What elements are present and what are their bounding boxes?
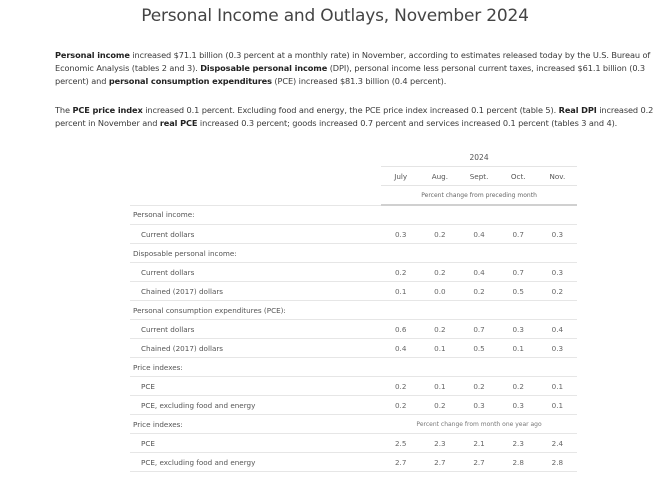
text: increased $71.1 billion (0.3 percent at a monthly rate) in November, according to estimates released today by the U.S. Bureau of Economic Analysis (tables 2 and 3). — [55, 50, 651, 73]
table-body — [130, 205, 577, 472]
bold-term: Disposable personal income — [200, 63, 328, 73]
value-cell: 0.0 — [420, 282, 459, 301]
text: increased 0.2 percent in November and — [55, 105, 654, 128]
section-row — [130, 205, 577, 225]
month-header: July — [381, 167, 420, 186]
value-cell: 0.4 — [459, 225, 498, 244]
bold-term: PCE price index — [72, 105, 143, 115]
row-label: PCE — [130, 434, 381, 453]
value-cell: 0.6 — [381, 320, 420, 339]
bold-term: real PCE — [159, 118, 198, 128]
month-header: Aug. — [420, 167, 459, 186]
row-label: Chained (2017) dollars — [130, 282, 381, 301]
section-row — [130, 244, 577, 263]
value-cell: 0.2 — [459, 377, 498, 396]
empty-header — [130, 148, 381, 167]
row-label: Current dollars — [130, 263, 381, 282]
section-label: Price indexes: — [130, 415, 381, 434]
section-row — [130, 301, 577, 320]
value-cell: 0.3 — [459, 396, 498, 415]
value-cell: 0.7 — [499, 263, 538, 282]
value-cell: 0.2 — [381, 377, 420, 396]
row-label: Current dollars — [130, 320, 381, 339]
summary-paragraph-2 — [55, 104, 655, 130]
section-label: Disposable personal income: — [130, 244, 381, 263]
section-row — [130, 358, 577, 377]
value-cell: 0.1 — [381, 282, 420, 301]
table-row — [130, 377, 577, 396]
value-cell: 0.2 — [420, 396, 459, 415]
section-label: Personal income: — [130, 205, 381, 225]
empty-cell — [381, 358, 577, 377]
value-cell: 0.5 — [459, 339, 498, 358]
value-cell: 0.3 — [538, 339, 577, 358]
value-cell: 0.3 — [381, 225, 420, 244]
table-row — [130, 282, 577, 301]
value-cell: 0.3 — [499, 396, 538, 415]
value-cell: 0.2 — [381, 263, 420, 282]
value-cell: 0.2 — [538, 282, 577, 301]
row-label: PCE — [130, 377, 381, 396]
text: increased 0.1 percent. Excluding food and energy, the PCE price index increased 0.1 percent (table 5). — [142, 105, 559, 115]
page-title: Personal Income and Outlays, November 2024 — [141, 6, 529, 26]
text: (PCE) increased $81.3 billion (0.4 percent). — [271, 76, 447, 86]
row-label: PCE, excluding food and energy — [130, 453, 381, 472]
table-row — [130, 320, 577, 339]
value-cell: 0.4 — [459, 263, 498, 282]
value-cell: 0.1 — [499, 339, 538, 358]
value-cell: 0.1 — [420, 377, 459, 396]
value-cell: 0.1 — [538, 377, 577, 396]
value-cell: 2.8 — [499, 453, 538, 472]
value-cell: 2.4 — [538, 434, 577, 453]
section-row — [130, 415, 577, 434]
section-label: Personal consumption expenditures (PCE): — [130, 301, 381, 320]
bold-term: Real DPI — [558, 105, 597, 115]
value-cell: 0.2 — [420, 263, 459, 282]
text: increased 0.3 percent; goods increased 0.7 percent and services increased 0.1 percent (tables 3 and 4). — [197, 118, 618, 128]
value-cell: 2.7 — [381, 453, 420, 472]
value-cell: 2.8 — [538, 453, 577, 472]
value-cell: 0.1 — [538, 396, 577, 415]
table-row — [130, 434, 577, 453]
row-label: PCE, excluding food and energy — [130, 396, 381, 415]
value-cell: 0.7 — [499, 225, 538, 244]
table-row — [130, 396, 577, 415]
table-row — [130, 339, 577, 358]
value-cell: 0.2 — [459, 282, 498, 301]
bold-term: Personal income — [55, 50, 130, 60]
table-row — [130, 453, 577, 472]
month-header: Oct. — [499, 167, 538, 186]
value-cell: 0.5 — [499, 282, 538, 301]
subheader-yearly: Percent change from month one year ago — [381, 415, 577, 434]
value-cell: 2.1 — [459, 434, 498, 453]
value-cell: 0.7 — [459, 320, 498, 339]
table-row — [130, 263, 577, 282]
row-label: Current dollars — [130, 225, 381, 244]
data-table — [130, 148, 577, 472]
row-label: Chained (2017) dollars — [130, 339, 381, 358]
empty-cell — [381, 205, 577, 225]
value-cell: 0.2 — [420, 320, 459, 339]
value-cell: 0.3 — [538, 225, 577, 244]
value-cell: 0.2 — [381, 396, 420, 415]
text: The — [55, 105, 73, 115]
value-cell: 2.7 — [420, 453, 459, 472]
value-cell: 2.3 — [420, 434, 459, 453]
value-cell: 0.3 — [538, 263, 577, 282]
year-header: 2024 — [381, 148, 577, 167]
value-cell: 0.3 — [499, 320, 538, 339]
value-cell: 0.4 — [538, 320, 577, 339]
table-row — [130, 225, 577, 244]
month-header: Sept. — [459, 167, 498, 186]
value-cell: 2.7 — [459, 453, 498, 472]
bold-term: personal consumption expenditures — [108, 76, 272, 86]
section-label: Price indexes: — [130, 358, 381, 377]
value-cell: 2.3 — [499, 434, 538, 453]
value-cell: 0.2 — [420, 225, 459, 244]
empty-header — [130, 186, 381, 206]
text: (DPI), personal income less personal current taxes, increased $61.1 billion (0.3 percent) and — [55, 63, 646, 86]
month-header: Nov. — [538, 167, 577, 186]
value-cell: 0.4 — [381, 339, 420, 358]
empty-cell — [381, 301, 577, 320]
value-cell: 0.1 — [420, 339, 459, 358]
summary-paragraph-1 — [55, 49, 655, 88]
value-cell: 0.2 — [499, 377, 538, 396]
value-cell: 2.5 — [381, 434, 420, 453]
empty-header — [130, 167, 381, 186]
empty-cell — [381, 244, 577, 263]
subheader-monthly: Percent change from preceding month — [381, 186, 577, 206]
